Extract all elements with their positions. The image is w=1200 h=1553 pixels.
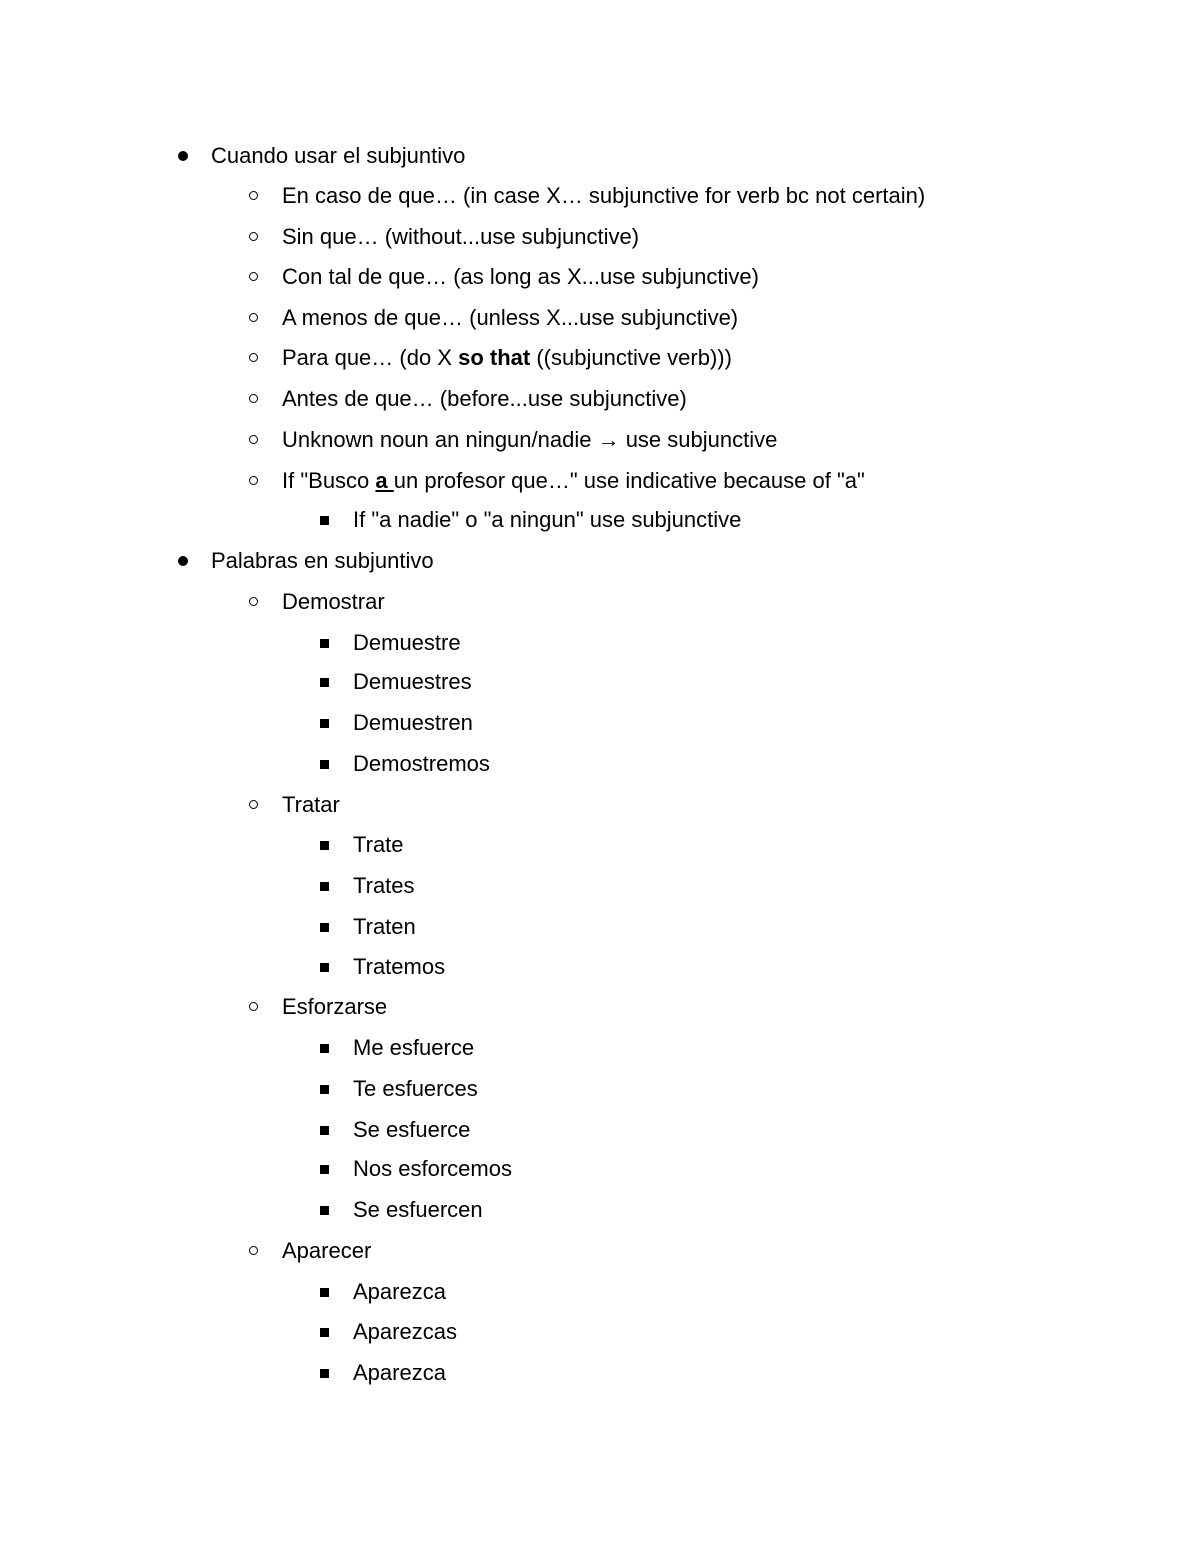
list-subitem: Trates	[318, 866, 415, 906]
bullet-circle-icon	[247, 785, 282, 825]
bullet-square-icon	[318, 1149, 353, 1189]
bullet-square-icon	[318, 1272, 353, 1312]
list-subitem: Demuestre	[318, 623, 461, 663]
list-subitem: Traten	[318, 907, 416, 947]
section-heading-palabras: Palabras en subjuntivo	[176, 541, 434, 581]
list-subitem: Demuestres	[318, 662, 472, 702]
bullet-square-icon	[318, 1312, 353, 1352]
bullet-circle-icon	[247, 298, 282, 338]
list-subitem: Trate	[318, 825, 404, 865]
list-item: Esforzarse	[247, 987, 387, 1027]
bullet-square-icon	[318, 500, 353, 540]
bullet-circle-icon	[247, 461, 282, 501]
bullet-circle-icon	[247, 217, 282, 257]
list-item: Antes de que… (before...use subjunctive)	[247, 379, 687, 419]
list-item: A menos de que… (unless X...use subjunctive)	[247, 298, 738, 338]
bullet-circle-icon	[247, 257, 282, 297]
list-item: En caso de que… (in case X… subjunctive for verb bc not certain)	[247, 176, 925, 216]
bullet-circle-icon	[247, 176, 282, 216]
bullet-square-icon	[318, 1110, 353, 1150]
bullet-circle-icon	[247, 379, 282, 419]
list-subitem: Me esfuerce	[318, 1028, 474, 1068]
list-subitem: Tratemos	[318, 947, 445, 987]
bullet-circle-icon	[247, 582, 282, 622]
bullet-square-icon	[318, 1028, 353, 1068]
list-item: Tratar	[247, 785, 340, 825]
bullet-disc-icon	[176, 136, 211, 176]
list-item: Sin que… (without...use subjunctive)	[247, 217, 639, 257]
bullet-circle-icon	[247, 338, 282, 378]
list-subitem: If "a nadie" o "a ningun" use subjunctive	[318, 500, 741, 540]
bullet-square-icon	[318, 1069, 353, 1109]
list-subitem: Aparezcas	[318, 1312, 457, 1352]
list-subitem: Te esfuerces	[318, 1069, 478, 1109]
bullet-square-icon	[318, 825, 353, 865]
bullet-circle-icon	[247, 987, 282, 1027]
bullet-square-icon	[318, 947, 353, 987]
list-item: Demostrar	[247, 582, 385, 622]
list-subitem: Aparezca	[318, 1353, 446, 1393]
list-subitem: Se esfuerce	[318, 1110, 470, 1150]
list-subitem: Aparezca	[318, 1272, 446, 1312]
bullet-square-icon	[318, 1190, 353, 1230]
list-subitem: Se esfuercen	[318, 1190, 483, 1230]
list-item: Con tal de que… (as long as X...use subjunctive)	[247, 257, 759, 297]
list-subitem: Demostremos	[318, 744, 490, 784]
list-subitem: Nos esforcemos	[318, 1149, 512, 1189]
bullet-square-icon	[318, 703, 353, 743]
bullet-circle-icon	[247, 1231, 282, 1271]
list-item: If "Busco a un profesor que…" use indicative because of "a"	[247, 461, 865, 501]
bullet-square-icon	[318, 623, 353, 663]
list-subitem: Demuestren	[318, 703, 473, 743]
bullet-disc-icon	[176, 541, 211, 581]
bullet-circle-icon	[247, 420, 282, 460]
list-item: Aparecer	[247, 1231, 371, 1271]
bullet-square-icon	[318, 744, 353, 784]
section-heading-cuando: Cuando usar el subjuntivo	[176, 136, 465, 176]
list-item: Unknown noun an ningun/nadie → use subjunctive	[247, 420, 777, 460]
bullet-square-icon	[318, 1353, 353, 1393]
bullet-square-icon	[318, 866, 353, 906]
bullet-square-icon	[318, 662, 353, 702]
bullet-square-icon	[318, 907, 353, 947]
list-item: Para que… (do X so that ((subjunctive verb)))	[247, 338, 732, 378]
